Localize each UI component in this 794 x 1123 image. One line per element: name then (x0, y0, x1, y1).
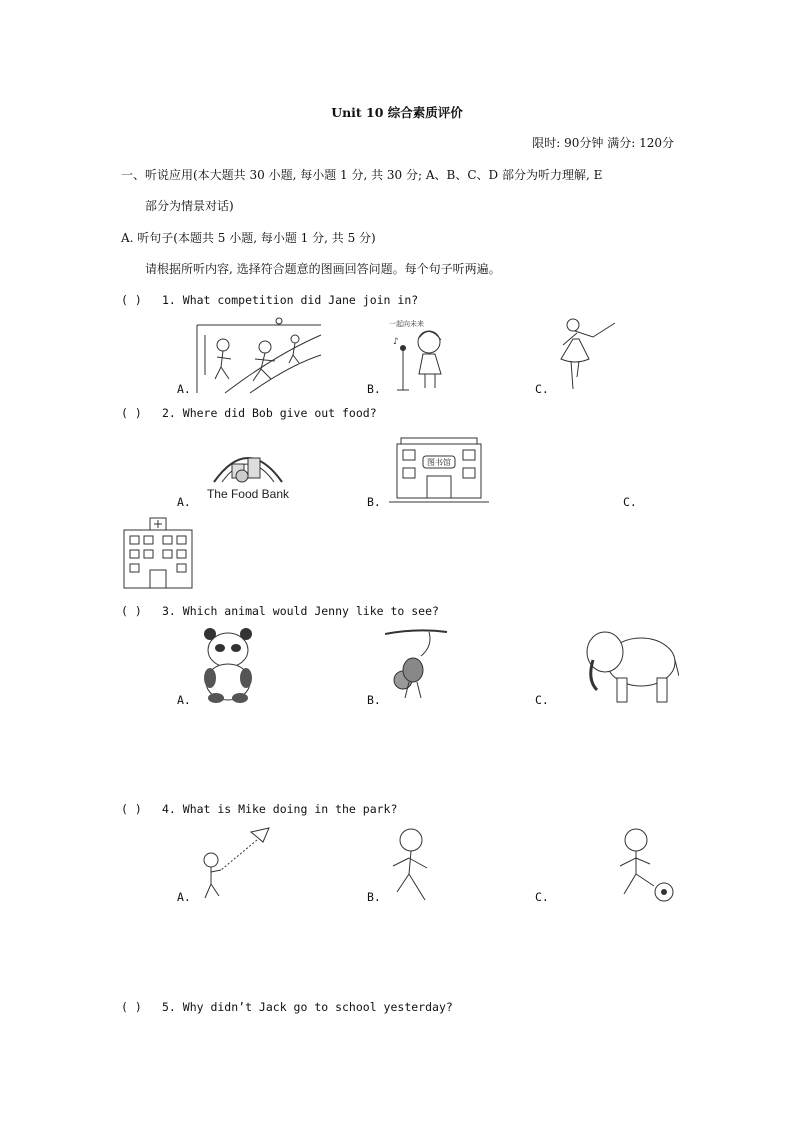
question-3-text: 3. Which animal would Jenny like to see? (162, 604, 439, 618)
hospital-building-icon (120, 516, 196, 590)
option-b[interactable]: B. (367, 495, 381, 509)
option-c[interactable]: C. (535, 890, 549, 904)
monkey-icon (385, 626, 449, 706)
answer-blank[interactable]: ( ) (121, 293, 142, 307)
library-sign: 图书馆 (427, 458, 451, 467)
food-bank-label: The Food Bank (206, 487, 290, 501)
option-b[interactable]: B. (367, 382, 381, 396)
page-title: Unit 10 综合素质评价 (331, 105, 463, 120)
elephant-icon (583, 626, 679, 706)
option-a[interactable]: A. (177, 495, 191, 509)
answer-blank[interactable]: ( ) (121, 802, 142, 816)
food-bank-logo-icon (204, 438, 292, 502)
ballet-dancer-icon (553, 315, 623, 391)
running-boy-icon (385, 826, 441, 904)
part-a-instruction: 请根据所听内容, 选择符合题意的图画回答问题。每个句子听两遍。 (145, 262, 501, 276)
section-heading-cont: 部分为情景对话) (145, 199, 234, 213)
option-a[interactable]: A. (177, 382, 191, 396)
svg-text:♪: ♪ (393, 337, 399, 347)
option-c[interactable]: C. (623, 495, 637, 509)
singing-girl-icon (385, 316, 455, 392)
singing-banner: 一起向未来 (389, 320, 424, 328)
part-a-heading: A. 听句子(本题共 5 小题, 每小题 1 分, 共 5 分) (121, 231, 376, 245)
question-5-text: 5. Why didn’t Jack go to school yesterday? (162, 1000, 453, 1014)
question-2-text: 2. Where did Bob give out food? (162, 406, 377, 420)
option-a[interactable]: A. (177, 693, 191, 707)
option-b[interactable]: B. (367, 890, 381, 904)
answer-blank[interactable]: ( ) (121, 406, 142, 420)
playing-football-icon (610, 826, 676, 904)
option-b[interactable]: B. (367, 693, 381, 707)
library-building-icon (389, 436, 489, 504)
option-c[interactable]: C. (535, 693, 549, 707)
time-and-score: 限时: 90分钟 满分: 120分 (532, 136, 674, 150)
option-a[interactable]: A. (177, 890, 191, 904)
running-race-icon (195, 315, 325, 395)
question-4-text: 4. What is Mike doing in the park? (162, 802, 398, 816)
section-heading: 一、听说应用(本大题共 30 小题, 每小题 1 分, 共 30 分; A、B、C、D 部分为听力理解, E (121, 168, 603, 182)
answer-blank[interactable]: ( ) (121, 1000, 142, 1014)
option-c[interactable]: C. (535, 382, 549, 396)
flying-kite-icon (197, 826, 273, 904)
answer-blank[interactable]: ( ) (121, 604, 142, 618)
question-1-text: 1. What competition did Jane join in? (162, 293, 419, 307)
panda-icon (198, 626, 258, 704)
